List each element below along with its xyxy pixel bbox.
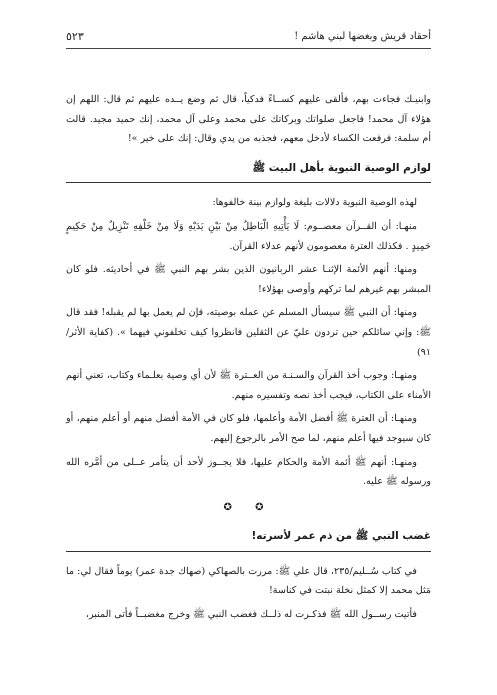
paragraph: ومنهـا: وجوب أخذ القرآن والسـنـة من العــترة ﷺ لأن أي وصية بعلـماء وكتاب، تعني أنهم الأمناء على الكتاب، فيجب أخذ نصه وتفسيره منهم. xyxy=(66,370,431,401)
paragraph: لهذه الوصية النبوية دلالات بليغة ولوازم بينة خالفوها: xyxy=(212,197,417,209)
section-title-ghadab: غضب النبي ﷺ من ذم عمر لأسرته! xyxy=(66,527,431,552)
running-title: أحقاد قريش وبغضها لبني هاشم ! xyxy=(294,31,431,42)
paragraph: منهـا: أن القــرآن معصــوم: لَا يَأْتِيهِ الْبَاطِلُ مِنْ بَيْنِ يَدَيْهِ وَلَا مِنْ خَلْفِهِ تَنْزِيلٌ مِنْ حَكِيمٍ حَمِيدٍ . فكذلك العترة معصومون لأنهم عدلاء القرآن. xyxy=(66,220,431,252)
section-separator: ✪ ✪ xyxy=(223,501,274,513)
paragraph: ومنهـا: أن العترة ﷺ أفضل الأمة وأعلمها، فلو كان في الأمة أفضل منهم أو أعلم منهم، أو كان سيوجد فيها أعلم منهم، لما صح الأمر بالرجوع إليهم. xyxy=(66,413,431,444)
page-body xyxy=(66,90,431,629)
paragraph: ومنها: أن النبي ﷺ سيسأل المسلم عن عمله بوصيته، فإن لم يعمل بها لم يقبله! فقد قال ﷺ: وإني سائلكم حين تردون عليّ عن الثقلين فانظروا كيف تخلفوني فيهما ». (كفاية الأثر/٩١) xyxy=(66,307,431,358)
page-number: ٥٢٣ xyxy=(66,30,84,43)
section-title-lawazim: لوازم الوصية النبوية بأهل البيت ﷺ xyxy=(66,159,431,184)
paragraph: ومنهـا: أنهم ﷺ أئمة الأمة والحكام عليها، فلا يجــوز لأحد أن يتأمر عــلى من أمَّره الله ورسوله ﷺ عليه. xyxy=(66,456,431,488)
paragraph: وابنيـك فجاءت بهم، فألقى عليهم كســاءً فدكياً، قال ثم وضع يــده عليهم ثم قال: اللهم إن هؤلاء آل محمد! فاجعل صلواتك وبركاتك على محمد وعلى آل محمد، إنك حميد مجيد. قالت أم سلمة: فرفعت الكساء لأدخل معهم، فجذبه من يدي وقال: إنك على خير »! xyxy=(66,94,431,145)
running-header xyxy=(66,30,431,43)
paragraph: في كتاب سُــليم/٢٣٥، قال علي ﷺ: مررت بالصهاكي (صهاك جدة عمر) يوماً فقال لي: ما مَثل محمد إلا كمثل نخلة نبتت في كناسة! xyxy=(66,565,431,597)
paragraph: فأتيت رســول الله ﷺ فذكـرت له ذلــك فغضب النبي ﷺ وخرج مغضبــاً فأتى المنبر، xyxy=(85,609,417,621)
header-rule xyxy=(66,48,431,49)
paragraph: ومنها: أنهم الأئمة الإثنـا عشر الربانيون الذين بشر بهم النبي ﷺ في أحاديثه. فلو كان المبشر بهم غيرهم لما تركهم وأوصى بهؤلاء! xyxy=(66,264,431,295)
